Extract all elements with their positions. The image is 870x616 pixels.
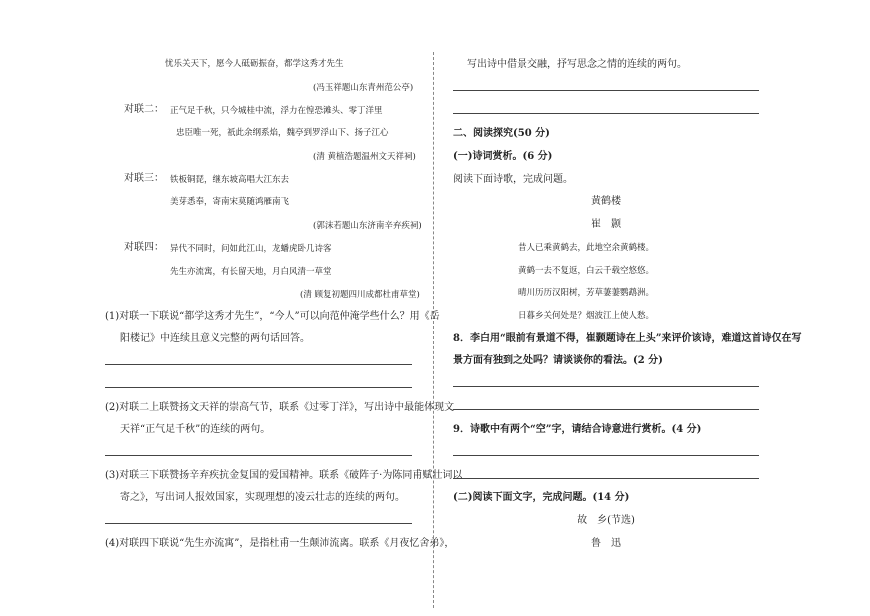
question-8-line-b: 景方面有独到之处吗？请谈谈你的看法。(2 分): [453, 355, 663, 366]
poem-line-3: 晴川历历汉阳树，芳草萋萋鹦鹉洲。: [518, 288, 655, 298]
question-2-line-b: 天祥“正气足千秋”的连续的两句。: [120, 424, 271, 435]
couplet-3-line-b: 美芽悉奉，寄南宋莫随鸿雁南飞: [170, 197, 290, 207]
subsection-2-heading: (二)阅读下面文字，完成问题。(14 分): [453, 492, 630, 503]
question-9: 9．诗歌中有两个“空”字，请结合诗意进行赏析。(4 分): [453, 424, 702, 435]
couplet-2-source: (清 黄植浩题温州文天祥祠): [313, 152, 416, 162]
couplet-3-label: 对联三：: [124, 173, 164, 184]
couplet-4-line-b: 先生亦流寓，有长留天地，月白风清一草堂: [170, 267, 332, 277]
couplet-2-line-b: 忠臣唯一死，祇此余纲系焰，魏亭到罗浮山下、扬子江心: [176, 128, 389, 138]
text-author: 鲁 迅: [591, 538, 621, 549]
question-4-continued: 写出诗中借景交融，抒写思念之情的连续的两句。: [467, 59, 687, 70]
couplet-3-line-a: 铁板铜琵，继东坡高唱大江东去: [170, 175, 290, 185]
reading-instruction: 阅读下面诗歌，完成问题。: [453, 174, 573, 185]
poem-author: 崔 颢: [591, 219, 621, 230]
answer-line[interactable]: [453, 478, 759, 479]
couplet-1-source: (冯玉祥题山东青州范公亭): [313, 83, 414, 93]
question-3-line-b: 寄之》，写出词人报效国家，实现理想的凌云壮志的连续的两句。: [120, 492, 405, 503]
couplet-4-source: (清 顾复初题四川成都杜甫草堂): [300, 290, 420, 300]
subsection-1-heading: (一)诗词赏析。(6 分): [453, 151, 553, 162]
couplet-4-line-a: 异代不同时，问如此江山，龙蟠虎卧几诗客: [170, 244, 332, 254]
poem-line-4: 日暮乡关何处是？烟波江上使人愁。: [518, 311, 655, 321]
section-2-heading: 二、阅读探究(50 分): [453, 128, 550, 139]
answer-line[interactable]: [453, 409, 759, 410]
answer-line[interactable]: [453, 113, 759, 114]
poem-title: 黄鹤楼: [591, 196, 621, 207]
couplet-4-label: 对联四：: [124, 242, 164, 253]
answer-line[interactable]: [105, 387, 412, 388]
column-divider: [433, 52, 434, 608]
couplet-1-line: 忧乐关天下，愿今人砥砺振奋，都学这秀才先生: [165, 59, 344, 69]
couplet-2-label: 对联二：: [124, 104, 164, 115]
answer-line[interactable]: [105, 523, 412, 524]
answer-line[interactable]: [453, 386, 759, 387]
answer-line[interactable]: [453, 90, 759, 91]
question-4-line-a: (4)对联四下联说“先生亦流寓”，是指杜甫一生颠沛流离。联系《月夜忆舍弟》，: [105, 538, 455, 549]
answer-line[interactable]: [453, 455, 759, 456]
question-1-line-b: 阳楼记》中连续且意义完整的两句话回答。: [120, 333, 310, 344]
question-3-line-a: (3)对联三下联赞扬辛弃疾抗金复国的爱国精神。联系《破阵子·为陈同甫赋壮词以: [105, 470, 463, 481]
poem-line-1: 昔人已乘黄鹤去，此地空余黄鹤楼。: [518, 243, 655, 253]
text-title: 故 乡(节选): [577, 515, 635, 526]
answer-line[interactable]: [105, 455, 412, 456]
question-8-line-a: 8．李白用“眼前有景道不得，崔颢题诗在上头”来评价该诗，难道这首诗仅在写: [453, 333, 802, 344]
question-2-line-a: (2)对联二上联赞扬文天祥的崇高气节，联系《过零丁洋》，写出诗中最能体现文: [105, 402, 455, 413]
couplet-3-source: (郭沫若题山东济南辛弃疾祠): [313, 221, 422, 231]
couplet-2-line-a: 正气足千秋，只今城桂中流，浮力在惶恐滩头、零丁洋里: [170, 106, 383, 116]
answer-line[interactable]: [105, 364, 412, 365]
question-1-line-a: (1)对联一下联说“都学这秀才先生”，“今人”可以向范仲淹学些什么？用《岳: [105, 311, 440, 322]
poem-line-2: 黄鹤一去不复返，白云千载空悠悠。: [518, 266, 655, 276]
